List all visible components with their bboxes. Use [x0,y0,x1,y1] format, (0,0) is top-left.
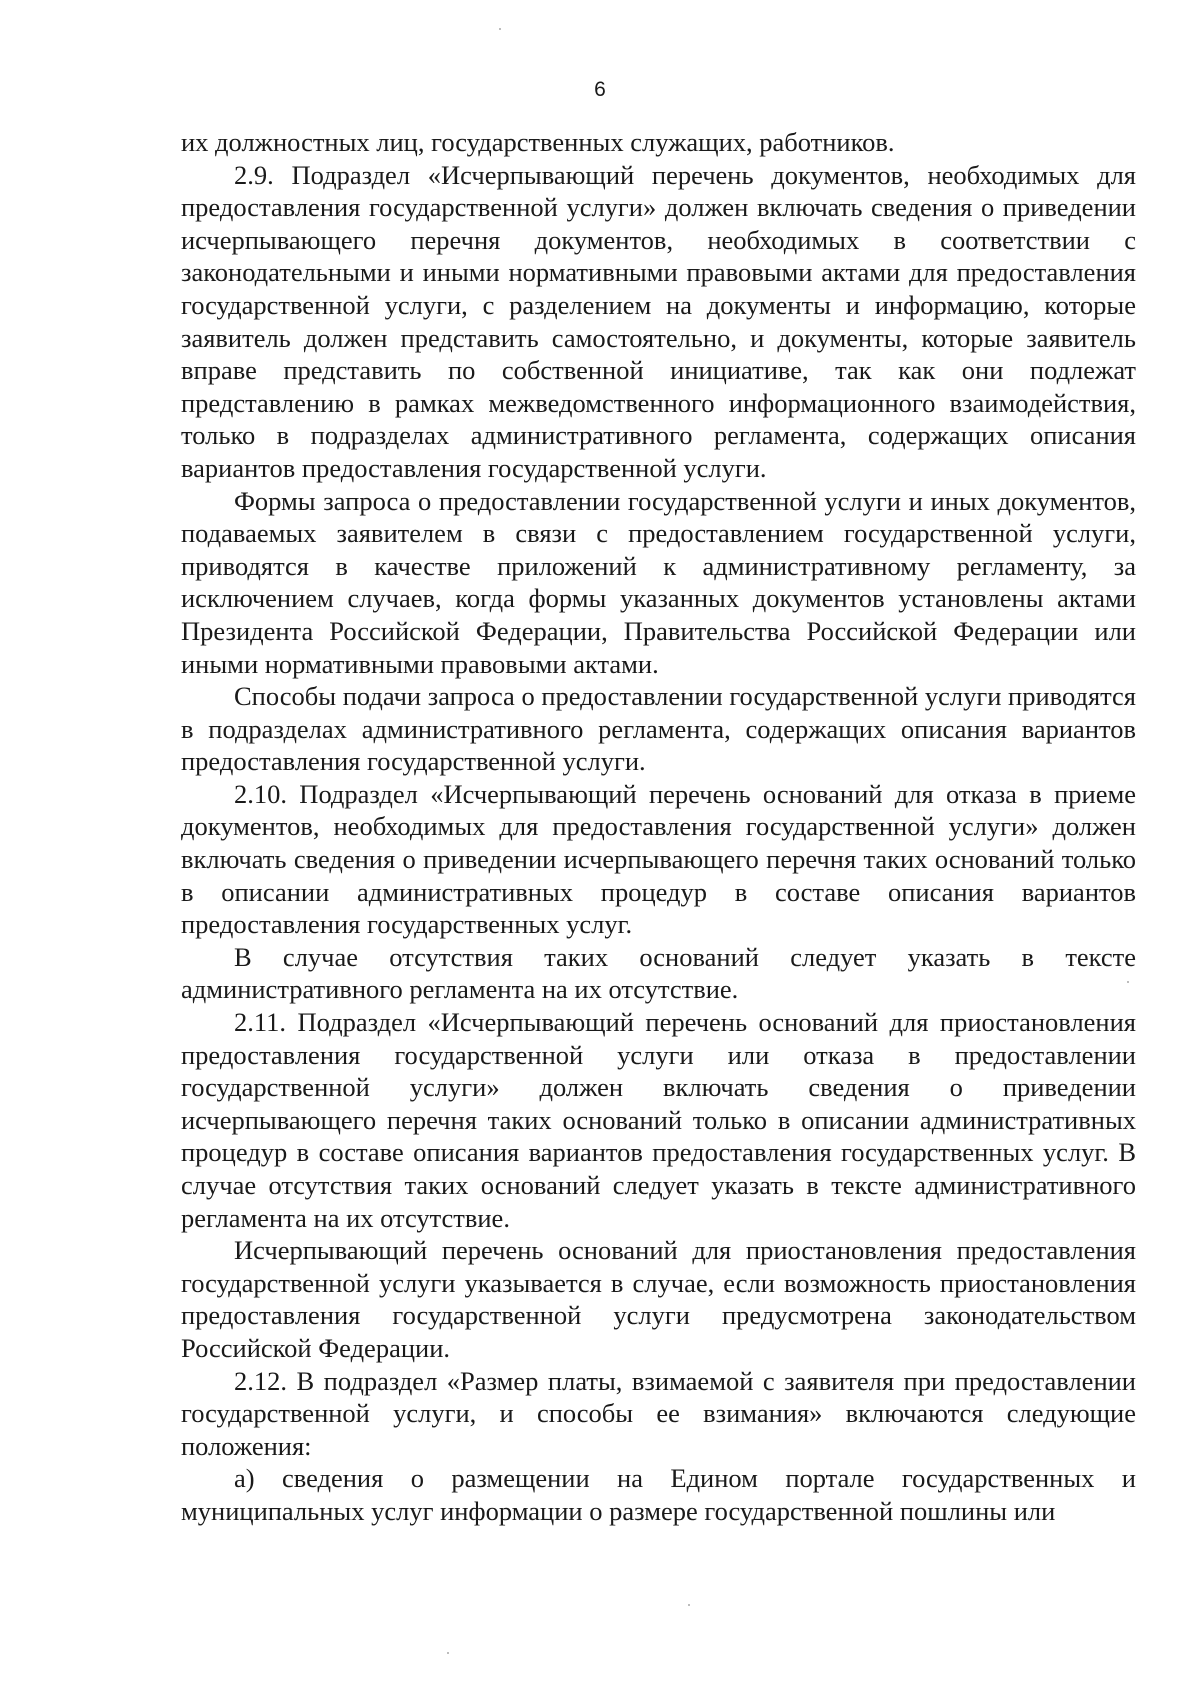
paragraph-absence-of-grounds: В случае отсутствия таких оснований следует указать в тексте административного регламента на их отсутствие. [181,941,1136,1005]
paragraph-2-10: 2.10. Подраздел «Исчерпывающий перечень оснований для отказа в приеме документов, необходимых для предоставления государственной услуги» должен включать сведения о приведении исчерпывающего перечня таких оснований только в описании административных процедур в составе описания вариантов предоставления государственных услуг. [181,778,1136,940]
paragraph-2-9: 2.9. Подраздел «Исчерпывающий перечень документов, необходимых для предоставления государственной услуги» должен включать сведения о приведении исчерпывающего перечня документов, необходимых в соответствии с законодательными и иными нормативными правовыми актами для предоставления государственной услуги, с разделением на документы и информацию, которые заявитель должен представить самостоятельно, и документы, которые заявитель вправе представить по собственной инициативе, так как они подлежат представлению в рамках межведомственного информационного взаимодействия, только в подразделах административного регламента, содержащих описания вариантов предоставления государственной услуги. [181,159,1136,483]
document-body [181,126,1136,1528]
paragraph-request-forms: Формы запроса о предоставлении государственной услуги и иных документов, подаваемых заявителем в связи с предоставлением государственной услуги, приводятся в качестве приложений к административному регламенту, за исключением случаев, когда формы указанных документов установлены актами Президента Российской Федерации, Правительства Российской Федерации или иными нормативными правовыми актами. [181,485,1136,679]
scan-mark [688,1604,690,1606]
paragraph-submission-methods: Способы подачи запроса о предоставлении государственной услуги приводятся в подразделах административного регламента, содержащих описания вариантов предоставления государственной услуги. [181,681,1136,777]
paragraph: их должностных лиц, государственных служащих, работников. [181,127,895,157]
paragraph-2-11: 2.11. Подраздел «Исчерпывающий перечень оснований для приостановления предоставления государственной услуги или отказа в предоставлении государственной услуги» должен включать сведения о приведении исчерпывающего перечня таких оснований только в описании административных процедур в составе описания вариантов предоставления государственных услуг. В случае отсутствия таких оснований следует указать в тексте административного регламента на их отсутствие. [181,1007,1136,1233]
scan-mark [499,28,501,30]
paragraph-item-a: а) сведения о размещении на Едином портале государственных и муниципальных услуг информации о размере государственной пошлины или [181,1463,1136,1526]
paragraph-2-12: 2.12. В подраздел «Размер платы, взимаемой с заявителя при предоставлении государственной услуги, и способы ее взимания» включаются следующие положения: [181,1365,1136,1461]
page-number: 6 [594,78,606,101]
paragraph-suspension-grounds: Исчерпывающий перечень оснований для приостановления предоставления государственной услуги указывается в случае, если возможность приостановления предоставления государственной услуги предусмотрена законодательством Российской Федерации. [181,1235,1136,1363]
scan-mark [447,1652,449,1654]
scan-mark [1127,981,1129,983]
